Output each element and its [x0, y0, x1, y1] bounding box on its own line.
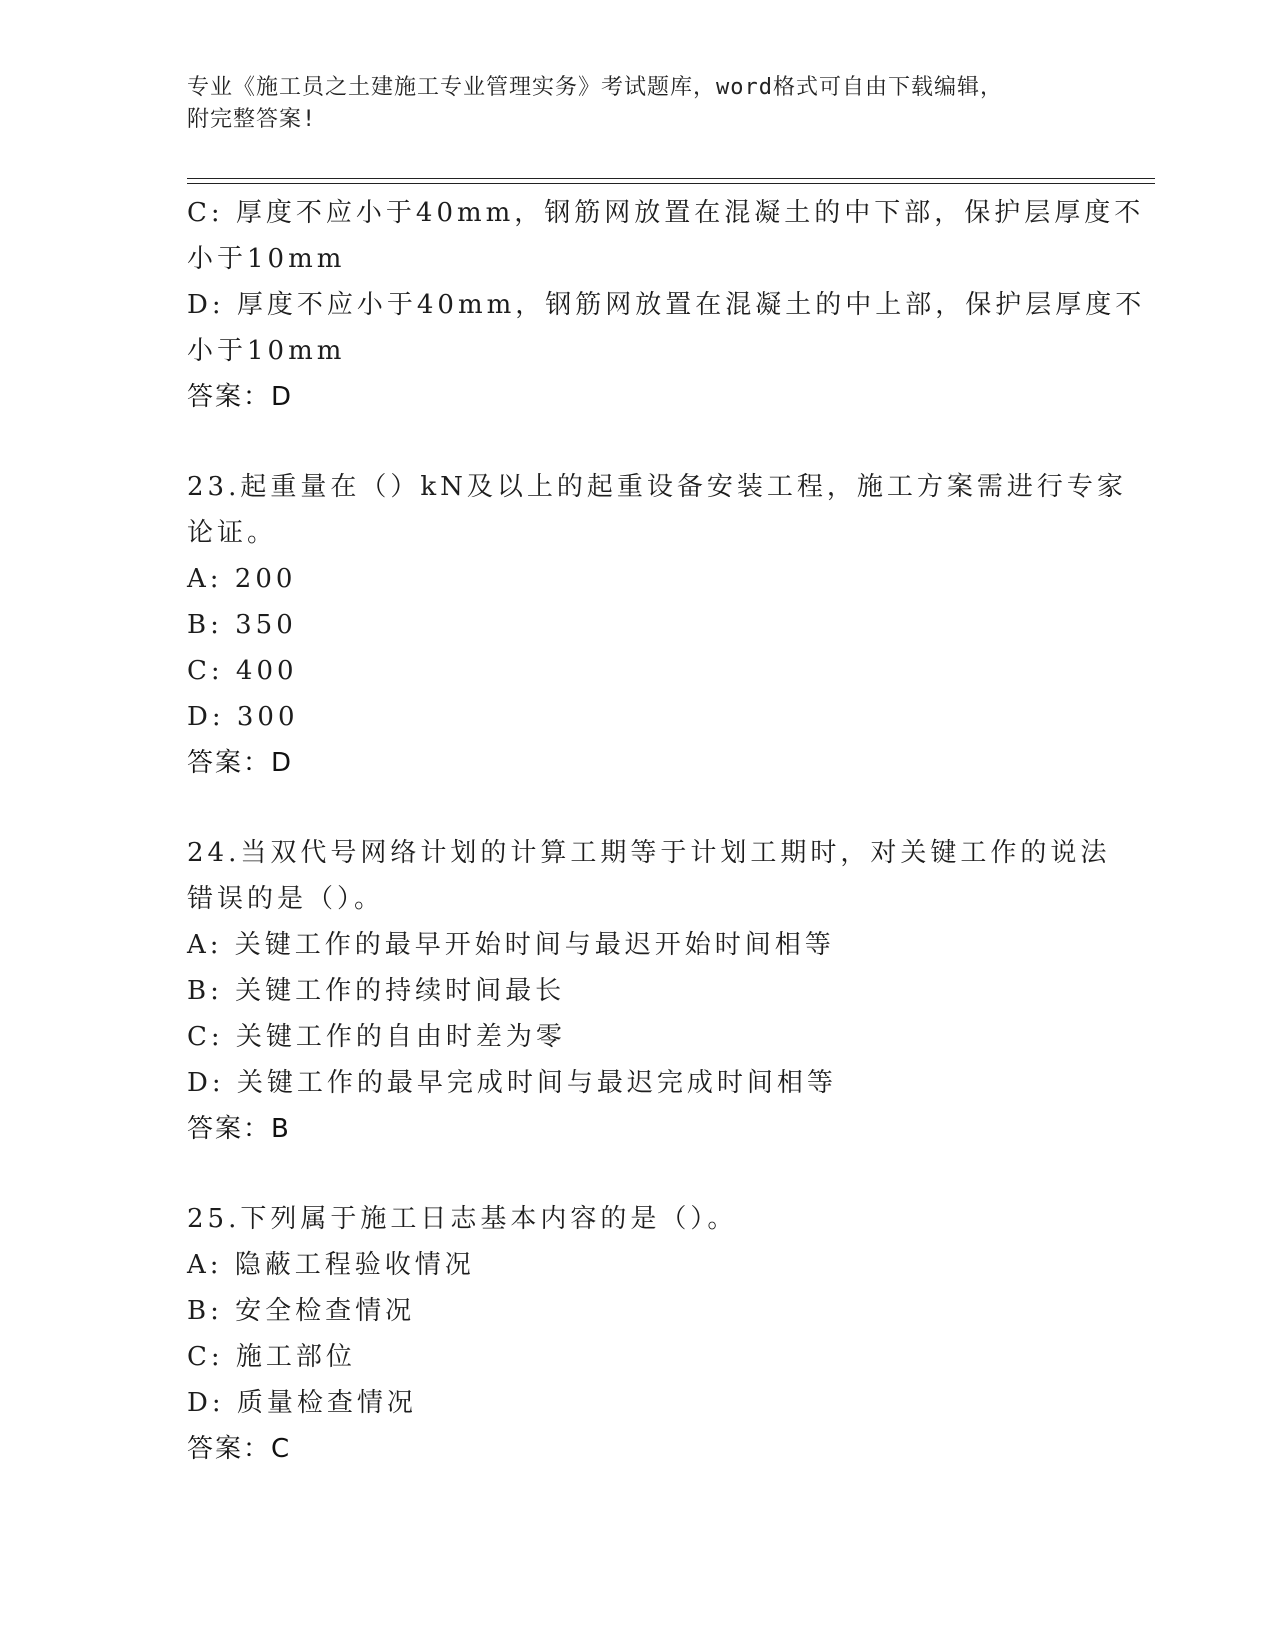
option-c: C: 400 — [187, 656, 298, 686]
spacer — [187, 786, 1087, 830]
option-a: A: 200 — [187, 564, 297, 594]
option-c-line-2: 小于10mm — [187, 244, 346, 274]
question-stem-line-1: 25.下列属于施工日志基本内容的是（）。 — [187, 1204, 738, 1234]
header-divider-bottom — [187, 183, 1155, 184]
option-a: A: 隐蔽工程验收情况 — [187, 1250, 475, 1280]
question-22-tail — [187, 190, 1146, 420]
answer: 答案：B — [187, 1114, 291, 1144]
answer: 答案：C — [187, 1434, 292, 1464]
option-d: D: 300 — [187, 702, 299, 732]
answer: 答案：D — [187, 748, 294, 778]
option-c: C: 关键工作的自由时差为零 — [187, 1022, 566, 1052]
header-line-2: 附完整答案! — [187, 107, 317, 132]
option-d-line-1: D: 厚度不应小于40mm，钢筋网放置在混凝土的中上部，保护层厚度不 — [187, 290, 1146, 320]
question-stem-line-2: 错误的是（）。 — [187, 884, 385, 914]
option-b: B: 350 — [187, 610, 297, 640]
option-b: B: 关键工作的持续时间最长 — [187, 976, 566, 1006]
header-line-1: 专业《施工员之土建施工专业管理实务》考试题库，word格式可自由下载编辑， — [187, 75, 1003, 100]
question-stem-line-2: 论证。 — [187, 518, 278, 548]
option-d: D: 关键工作的最早完成时间与最迟完成时间相等 — [187, 1068, 837, 1098]
option-c-line-1: C: 厚度不应小于40mm，钢筋网放置在混凝土的中下部，保护层厚度不 — [187, 198, 1145, 228]
option-d: D: 质量检查情况 — [187, 1388, 417, 1418]
question-list — [187, 190, 1146, 1472]
question-23 — [187, 464, 1127, 786]
spacer — [187, 420, 1087, 464]
answer: 答案：D — [187, 382, 294, 412]
option-a: A: 关键工作的最早开始时间与最迟开始时间相等 — [187, 930, 835, 960]
option-c: C: 施工部位 — [187, 1342, 356, 1372]
question-stem-line-1: 24.当双代号网络计划的计算工期等于计划工期时，对关键工作的说法 — [187, 838, 1111, 868]
option-d-line-2: 小于10mm — [187, 336, 346, 366]
question-25 — [187, 1196, 1087, 1472]
option-b: B: 安全检查情况 — [187, 1296, 416, 1326]
header-divider-top — [187, 178, 1155, 179]
document-header — [187, 72, 1067, 136]
question-stem-line-1: 23.起重量在（）kN及以上的起重设备安装工程，施工方案需进行专家 — [187, 472, 1127, 502]
spacer — [187, 1152, 1087, 1196]
question-24 — [187, 830, 1111, 1152]
